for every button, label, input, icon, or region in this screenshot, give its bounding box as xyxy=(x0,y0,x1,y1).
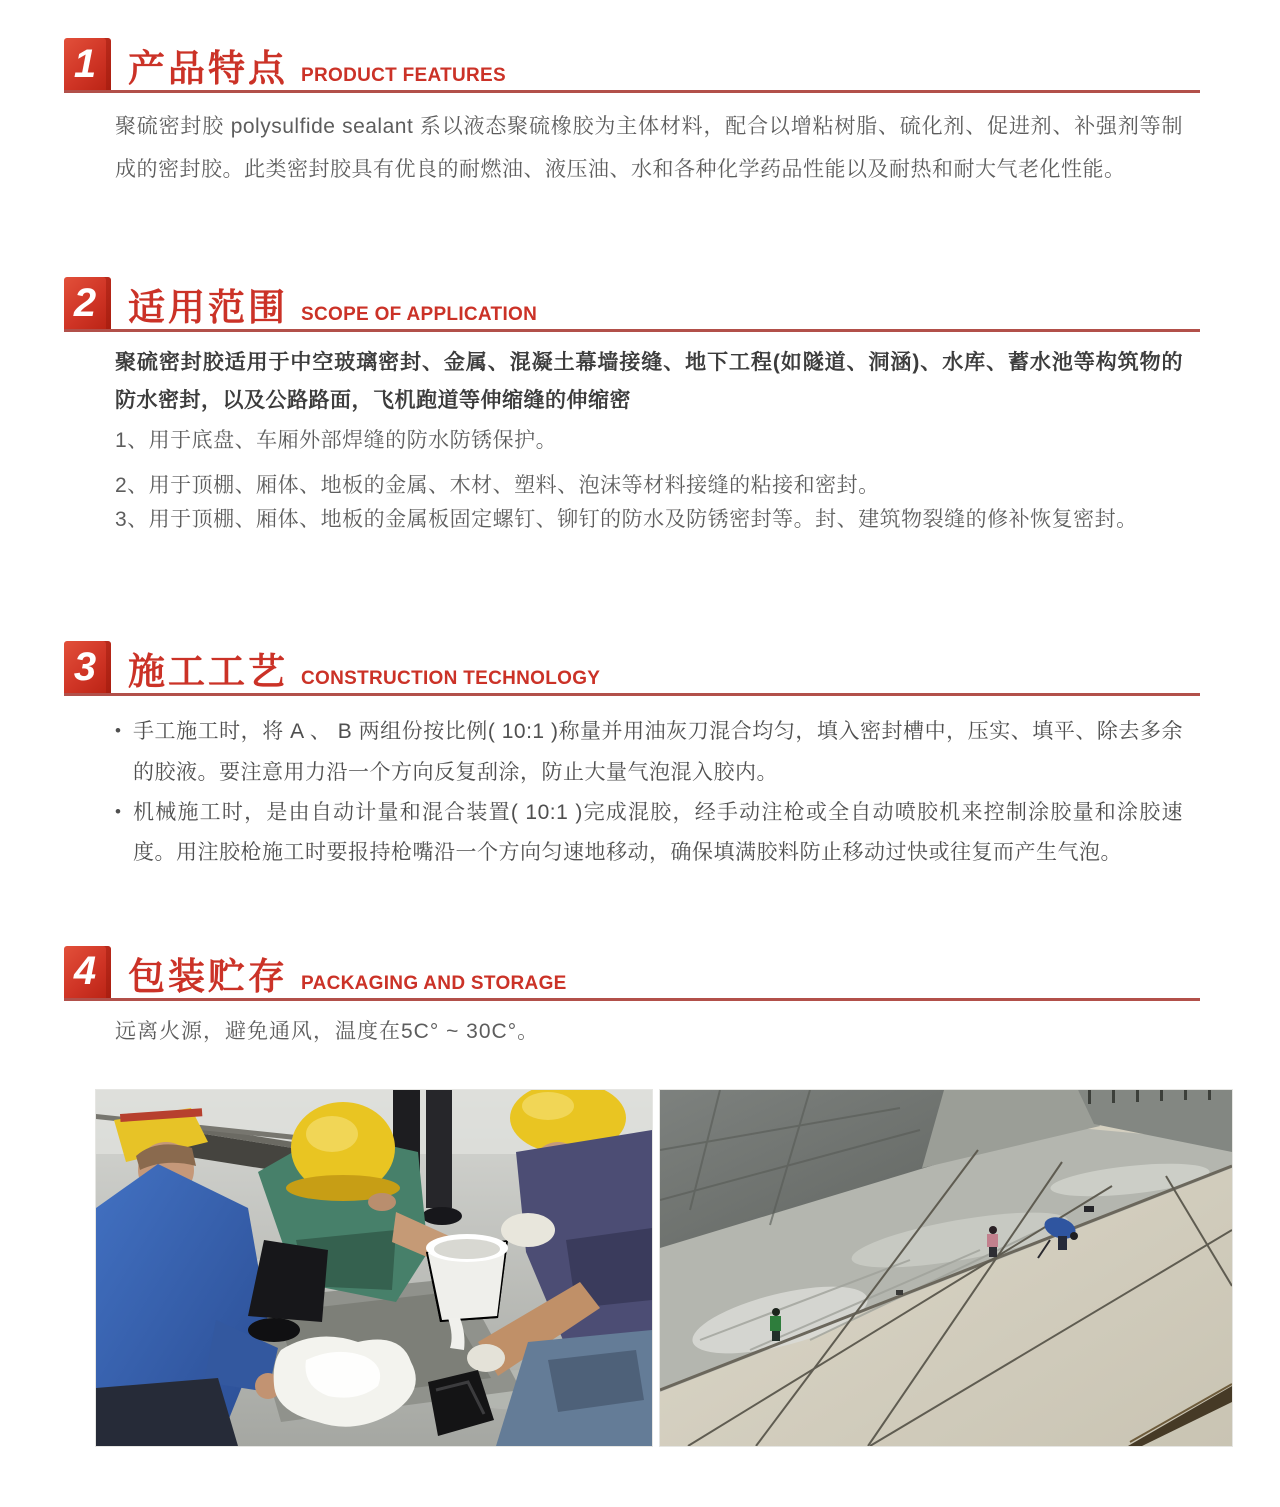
section-title-en: SCOPE OF APPLICATION xyxy=(301,304,538,326)
scope-item: 3、用于顶棚、厢体、地板的金属板固定螺钉、铆钉的防水及防锈密封等。封、建筑物裂缝的修补恢复密封。 xyxy=(115,507,1138,531)
scope-list xyxy=(115,424,1183,537)
section-title-zh: 包装贮存 xyxy=(128,955,288,997)
construction-bullet-text: 机械施工时，是由自动计量和混合装置( 10:1 )完成混胶，经手动注枪或全自动喷胶机来控制涂胶量和涂胶速度。用注胶枪施工时要报持枪嘴沿一个方向匀速地移动，确保填满胶料防止移动过快或往复而产生气泡。 xyxy=(133,801,1183,865)
construction-bullet-list xyxy=(115,712,1183,873)
section-body xyxy=(115,344,1183,536)
section-construction-technology xyxy=(64,641,1228,873)
section-product-features xyxy=(64,38,1228,191)
section-body xyxy=(115,105,1183,191)
section-number-badge: 2 xyxy=(64,277,111,329)
section-title-zh: 施工工艺 xyxy=(128,651,288,693)
workers-mixing-sealant-photo xyxy=(95,1089,653,1447)
photo-illustration xyxy=(660,1090,1232,1446)
photo-illustration xyxy=(96,1090,652,1446)
scope-lead-paragraph: 聚硫密封胶适用于中空玻璃密封、金属、混凝土幕墙接缝、地下工程(如隧道、洞涵)、水库、蓄水池等构筑物的防水密封，以及公路路面，飞机跑道等伸缩缝的伸缩密 xyxy=(115,351,1183,412)
section-header xyxy=(64,946,1200,1001)
section-title-en: PRODUCT FEATURES xyxy=(301,65,507,86)
section-number-badge: 3 xyxy=(64,641,111,693)
construction-bullet xyxy=(115,793,1183,874)
section-header xyxy=(64,641,1200,696)
concrete-slope-workers-photo xyxy=(659,1089,1233,1447)
section-title-en: PACKAGING AND STORAGE xyxy=(301,972,567,994)
section-packaging-storage xyxy=(64,946,1228,1045)
section-title-zh: 产品特点 xyxy=(128,48,288,89)
scope-item: 2、用于顶棚、厢体、地板的金属、木材、塑料、泡沫等材料接缝的粘接和密封。 xyxy=(115,474,880,498)
section-number-badge: 4 xyxy=(64,946,111,998)
section-title-zh: 适用范围 xyxy=(128,287,288,329)
section-scope-of-application xyxy=(64,277,1228,536)
bullet-icon: • xyxy=(115,721,122,741)
section-header xyxy=(64,277,1200,332)
section-body xyxy=(115,712,1183,873)
section-number-badge: 1 xyxy=(64,38,111,90)
section-header xyxy=(64,38,1200,93)
construction-bullet xyxy=(115,712,1183,793)
photo-row xyxy=(95,1089,1228,1447)
features-paragraph: 聚硫密封胶 polysulfide sealant 系以液态聚硫橡胶为主体材料，配合以增粘树脂、硫化剂、促进剂、补强剂等制成的密封胶。此类密封胶具有优良的耐燃油、液压油、水和各种化学药品性能以及耐热和耐大气老化性能。 xyxy=(115,115,1183,182)
section-body xyxy=(115,1015,1183,1045)
bullet-icon: • xyxy=(115,802,122,822)
section-title-en: CONSTRUCTION TECHNOLOGY xyxy=(301,668,601,690)
scope-item: 1、用于底盘、车厢外部焊缝的防水防锈保护。 xyxy=(115,428,558,452)
construction-bullet-text: 手工施工时，将 A 、 B 两组份按比例( 10:1 )称量并用油灰刀混合均匀，填入密封槽中，压实、填平、除去多余的胶液。要注意用力沿一个方向反复刮涂，防止大量气泡混入胶内。 xyxy=(133,720,1183,784)
storage-note: 远离火源，避免通风，温度在5C° ~ 30C°。 xyxy=(115,1019,540,1043)
